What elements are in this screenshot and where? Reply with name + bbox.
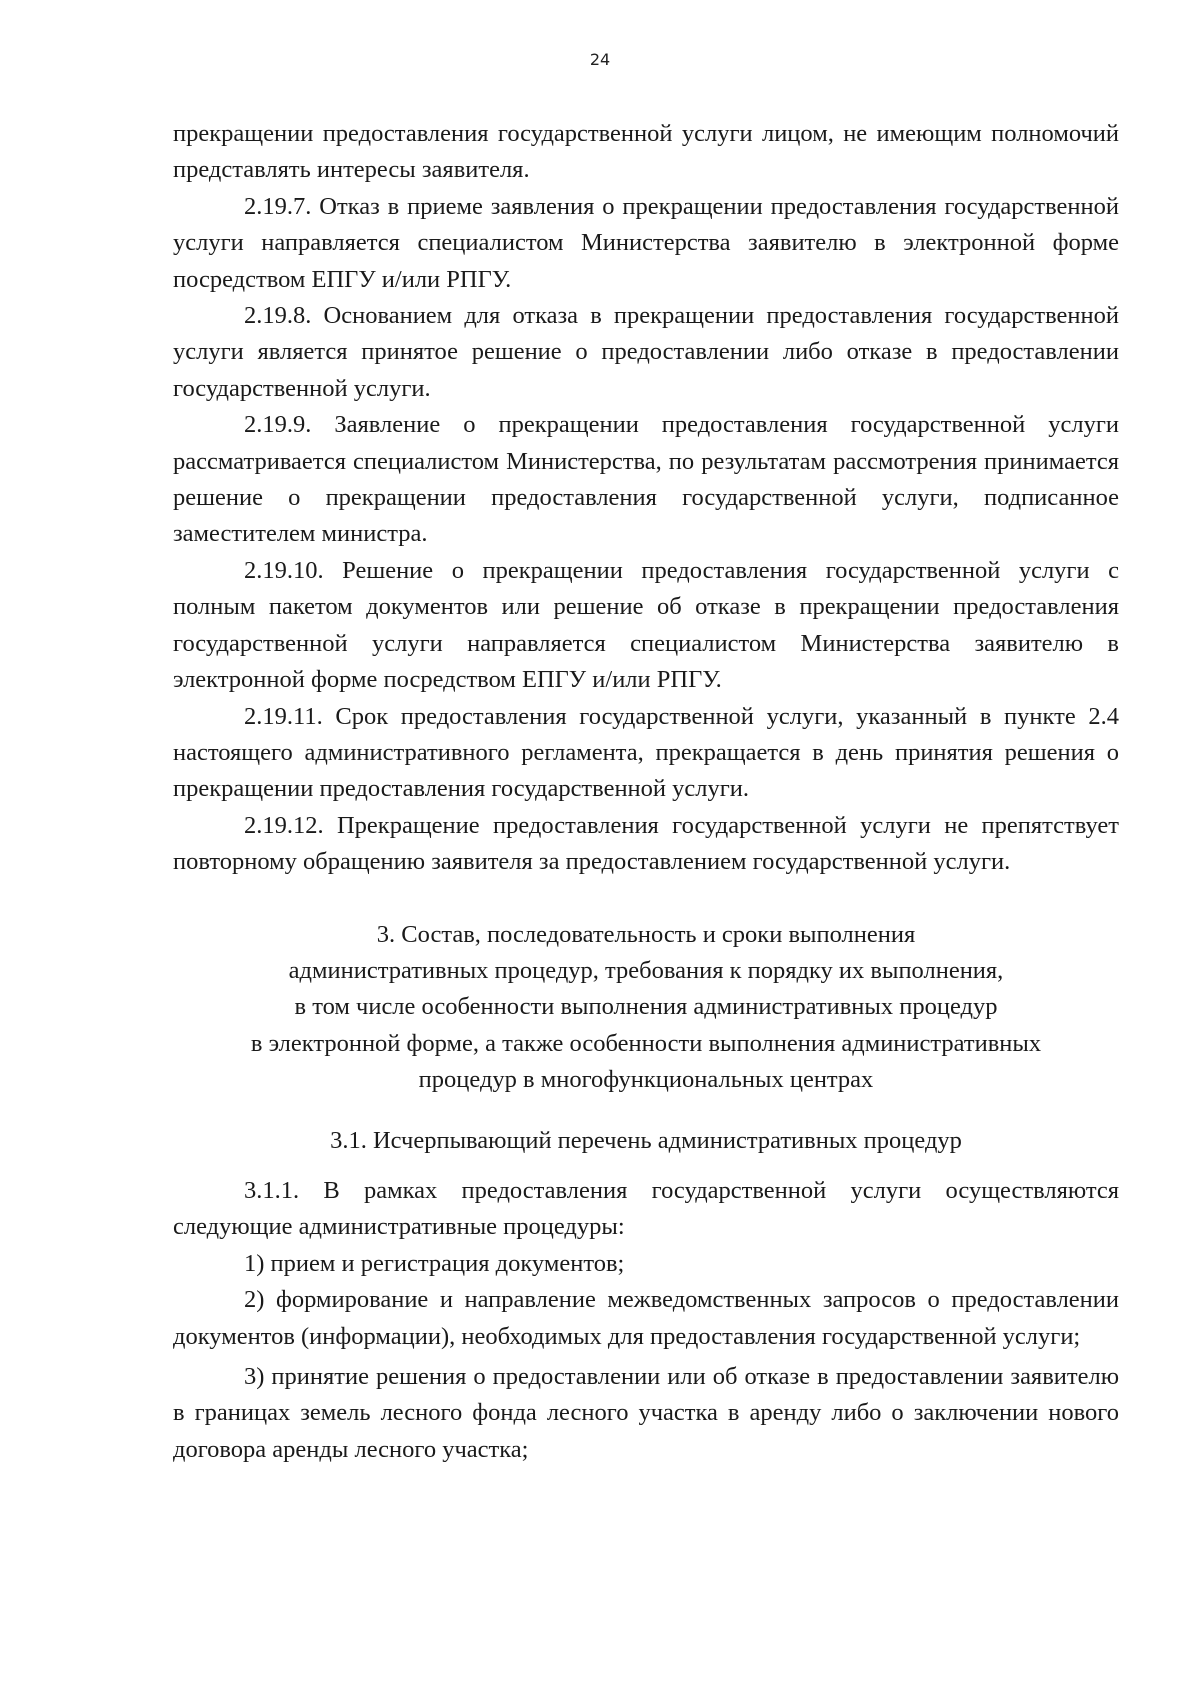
list-item: 1) прием и регистрация документов; xyxy=(244,1249,625,1277)
document-body xyxy=(173,116,1119,1468)
list-item: 3) принятие решения о предоставлении или об отказе в предоставлении заявителю в границах земель лесного фонда лесного участка в аренду либо о заключении нового договора аренды лесного участка; xyxy=(173,1363,1119,1463)
section-heading xyxy=(173,917,1119,1099)
paragraph-2-19-7: 2.19.7. Отказ в приеме заявления о прекращении предоставления государственной услуги направляется специалистом Министерства заявителю в электронной форме посредством ЕПГУ и/или РПГУ. xyxy=(173,192,1119,293)
section-heading-line: административных процедур, требования к порядку их выполнения, xyxy=(288,956,1004,984)
paragraph-continuation: прекращении предоставления государственной услуги лицом, не имеющим полномочий представлять интересы заявителя. xyxy=(173,120,1119,184)
section-heading-line: процедур в многофункциональных центрах xyxy=(418,1066,874,1094)
paragraph-2-19-12: 2.19.12. Прекращение предоставления государственной услуги не препятствует повторному обращению заявителя за предоставлением государственной услуги. xyxy=(173,811,1119,876)
paragraph-2-19-10: 2.19.10. Решение о прекращении предоставления государственной услуги с полным пакетом документов или решение об отказе в прекращении предоставления государственной услуги направляется специалистом Министерства заявителю в электронной форме посредством ЕПГУ и/или РПГУ. xyxy=(173,556,1119,694)
paragraph-2-19-11: 2.19.11. Срок предоставления государственной услуги, указанный в пункте 2.4 настоящего административного регламента, прекращается в день принятия решения о прекращении предоставления государственной услуги. xyxy=(173,702,1119,803)
section-heading-line: в том числе особенности выполнения административных процедур xyxy=(294,993,998,1021)
list-item: 2) формирование и направление межведомственных запросов о предоставлении документов (информации), необходимых для предоставления государственной услуги; xyxy=(173,1286,1119,1350)
section-heading-line: 3. Состав, последовательность и сроки выполнения xyxy=(376,920,916,948)
paragraph-2-19-8: 2.19.8. Основанием для отказа в прекращении предоставления государственной услуги является принятое решение о предоставлении либо отказе в предоставлении государственной услуги. xyxy=(173,302,1119,402)
subsection-heading: 3.1. Исчерпывающий перечень административных процедур xyxy=(330,1126,962,1154)
paragraph-3-1-1: 3.1.1. В рамках предоставления государственной услуги осуществляются следующие административные процедуры: xyxy=(173,1176,1119,1241)
paragraph-2-19-9: 2.19.9. Заявление о прекращении предоставления государственной услуги рассматривается специалистом Министерства, по результатам рассмотрения принимается решение о прекращении предоставления государственной услуги, подписанное заместителем министра. xyxy=(173,411,1119,548)
page-number: 24 xyxy=(589,50,611,69)
section-heading-line: в электронной форме, а также особенности выполнения административных xyxy=(250,1029,1042,1057)
